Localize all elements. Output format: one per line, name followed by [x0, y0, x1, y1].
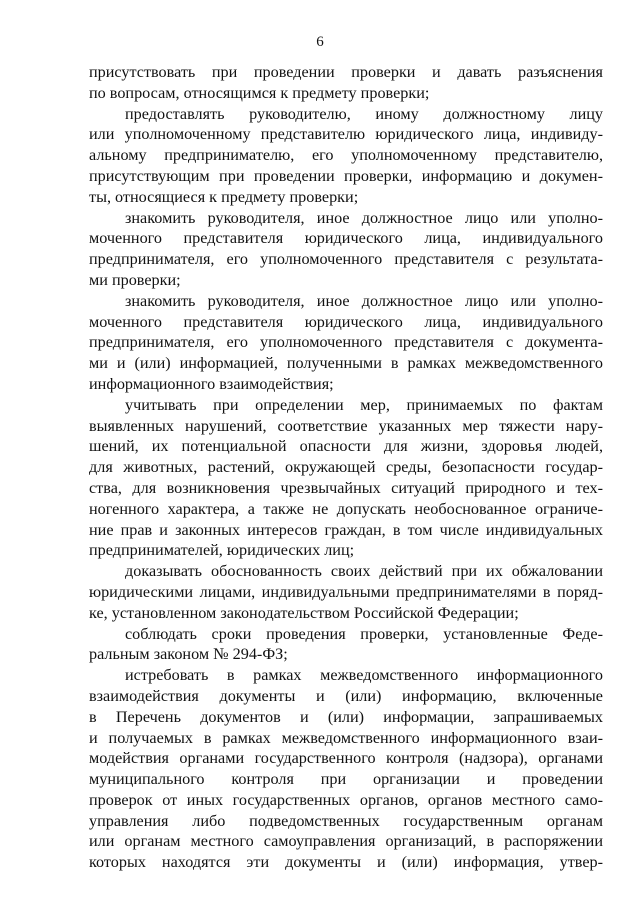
text-line: присутствующим при проведении проверки, информацию и докумен-: [89, 166, 603, 185]
text-line: ты, относящиеся к предмету проверки;: [89, 187, 359, 206]
text-line: информационного взаимодействия;: [89, 374, 334, 393]
text-line: присутствовать при проведении проверки и давать разъяснения: [89, 63, 603, 81]
text-line: выявленных нарушений, соответствие указанных мер тяжести нару-: [89, 416, 603, 435]
paragraph: [89, 208, 603, 291]
paragraph: [89, 395, 603, 561]
text-line: модействия органами государственного контроля (надзора), органами: [89, 749, 603, 768]
text-line: истребовать в рамках межведомственного информационного: [125, 666, 603, 685]
text-line: ке, установленном законодательством Российской Федерации;: [89, 603, 519, 622]
page-number: 6: [316, 34, 324, 50]
text-line: ми проверки;: [89, 270, 181, 289]
paragraph: [89, 665, 603, 873]
text-line: юридическими лицами, индивидуальными предпринимателями в поряд-: [89, 582, 603, 601]
paragraph: [89, 104, 603, 208]
paragraph: [89, 291, 603, 395]
text-line: предоставлять руководителю, иному должностному лицу: [125, 104, 603, 123]
text-line: соблюдать сроки проведения проверки, установленные Феде-: [125, 624, 603, 643]
text-line: моченного представителя юридического лица, индивидуального: [89, 312, 603, 331]
text-line: или уполномоченному представителю юридического лица, индивиду-: [89, 125, 603, 144]
text-line: предпринимателей, юридических лиц;: [89, 541, 355, 560]
text-line: проверок от иных государственных органов, органов местного само-: [89, 790, 603, 809]
text-line: по вопросам, относящимся к предмету проверки;: [89, 83, 430, 102]
text-line: ногенного характера, а также не допускать необоснованное ограниче-: [89, 499, 603, 518]
paragraph: [89, 561, 603, 623]
text-line: шений, их потенциальной опасности для жизни, здоровья людей,: [89, 437, 603, 456]
text-line: ми и (или) информацией, полученными в рамках межведомственного: [89, 354, 603, 373]
text-line: моченного представителя юридического лица, индивидуального: [89, 229, 603, 248]
text-line: которых находятся эти документы и (или) информация, утвер-: [89, 853, 603, 872]
text-line: предпринимателя, его уполномоченного представителя с результата-: [89, 250, 603, 269]
paragraph: [89, 624, 603, 666]
text-line: предпринимателя, его уполномоченного представителя с документа-: [89, 333, 603, 352]
text-line: и получаемых в рамках межведомственного информационного взаи-: [89, 728, 603, 747]
text-line: альному предпринимателю, его уполномоченному представителю,: [89, 146, 603, 165]
text-line: ства, для возникновения чрезвычайных ситуаций природного и тех-: [89, 478, 603, 497]
text-line: знакомить руководителя, иное должностное лицо или уполно-: [125, 208, 603, 227]
text-line: взаимодействия документы и (или) информацию, включенные: [89, 686, 603, 705]
text-line: для животных, растений, окружающей среды, безопасности государ-: [89, 458, 603, 477]
text-line: или органам местного самоуправления организаций, в распоряжении: [89, 832, 603, 851]
text-line: ние прав и законных интересов граждан, в том числе индивидуальных: [89, 520, 603, 539]
document-body: [89, 62, 603, 873]
text-line: ральным законом № 294-ФЗ;: [89, 645, 288, 664]
text-line: знакомить руководителя, иное должностное лицо или уполно-: [125, 291, 603, 310]
text-line: управления либо подведомственных государственным органам: [89, 811, 603, 830]
text-line: муниципального контроля при организации и проведении: [89, 770, 603, 789]
paragraph: [89, 62, 603, 104]
text-line: в Перечень документов и (или) информации, запрашиваемых: [89, 707, 603, 726]
text-line: доказывать обоснованность своих действий при их обжаловании: [125, 562, 603, 581]
text-line: учитывать при определении мер, принимаемых по фактам: [125, 395, 603, 414]
